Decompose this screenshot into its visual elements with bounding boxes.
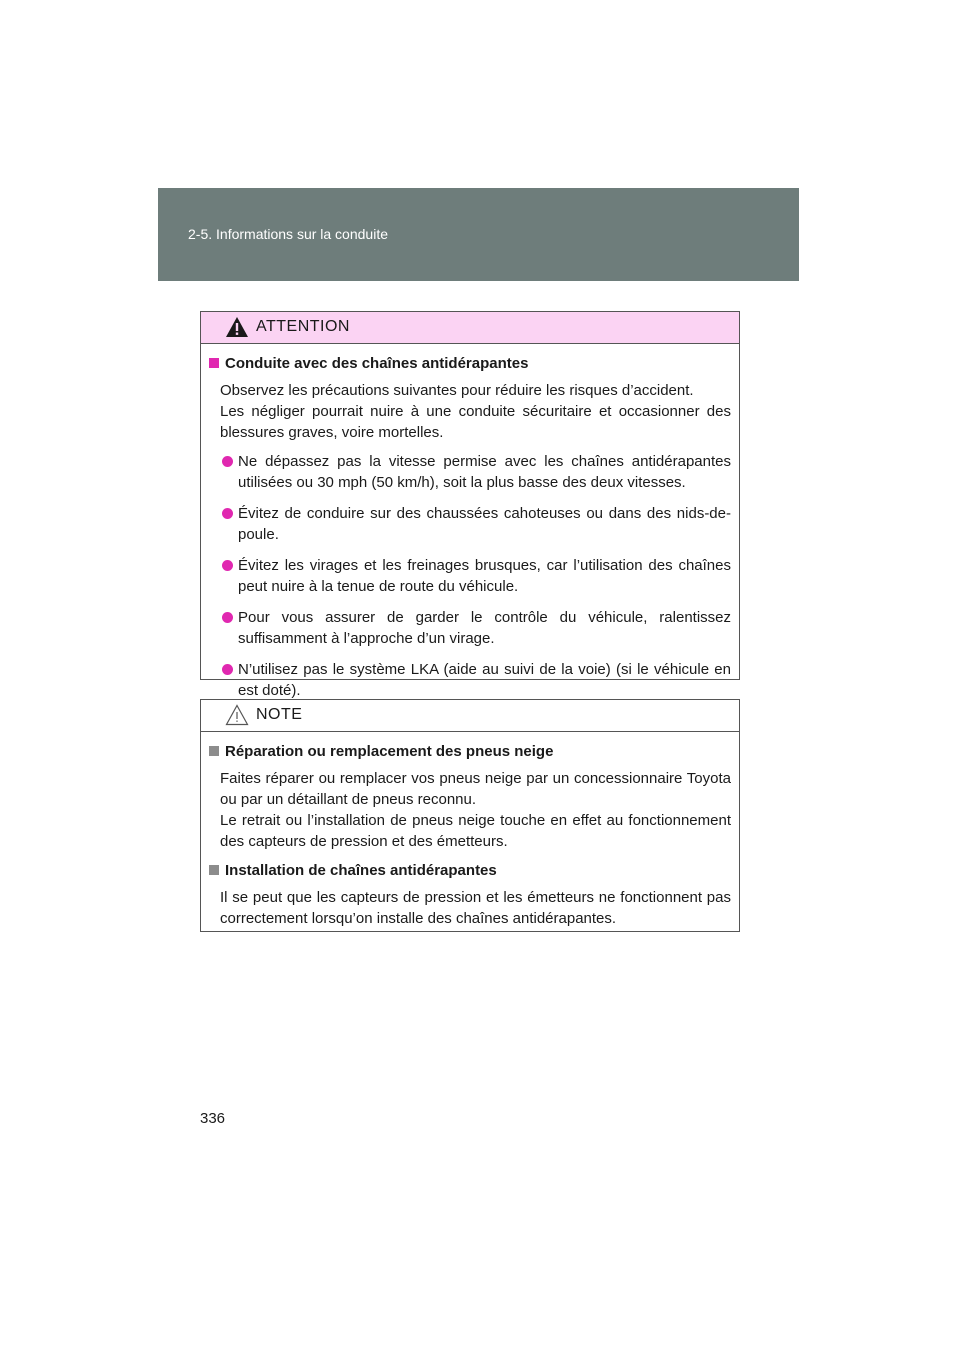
note-section-title: Installation de chaînes antidérapantes	[209, 860, 731, 881]
caution-outline-icon	[225, 704, 249, 726]
section-breadcrumb: 2-5. Informations sur la conduite	[188, 226, 388, 242]
bullet-dot-icon	[222, 664, 233, 675]
list-item: Évitez les virages et les freinages brusques, car l’utilisation des chaînes peut nuire à la tenue de route du véhicule.	[209, 555, 731, 597]
square-bullet-icon	[209, 358, 219, 368]
bullet-dot-icon	[222, 456, 233, 467]
note-body	[201, 732, 739, 951]
square-bullet-icon	[209, 865, 219, 875]
list-item: Évitez de conduire sur des chaussées cahoteuses ou dans des nids-de-poule.	[209, 503, 731, 545]
list-item: N’utilisez pas le système LKA (aide au suivi de la voie) (si le véhicule en est doté).	[209, 659, 731, 701]
attention-body	[201, 344, 739, 725]
bullet-dot-icon	[222, 560, 233, 571]
note-paragraph	[220, 768, 731, 852]
note-paragraph	[220, 887, 731, 929]
bullet-dot-icon	[222, 612, 233, 623]
attention-header	[201, 312, 739, 344]
note-line: Faites réparer ou remplacer vos pneus neige par un concessionnaire Toyota ou par un détaillant de pneus reconnu.	[220, 770, 731, 808]
header-band	[158, 188, 799, 281]
note-line: Le retrait ou l’installation de pneus neige touche en effet au fonctionnement des capteurs de pression et des émetteurs.	[220, 812, 731, 850]
bullet-dot-icon	[222, 508, 233, 519]
note-box	[200, 699, 740, 932]
attention-section-title: Conduite avec des chaînes antidérapantes	[209, 353, 731, 374]
note-line: Il se peut que les capteurs de pression et les émetteurs ne fonctionnent pas correctement lorsqu’on installe des chaînes antidérapantes.	[220, 889, 731, 927]
intro-line: Les négliger pourrait nuire à une conduite sécuritaire et occasionner des blessures graves, voire mortelles.	[220, 403, 731, 441]
intro-line: Observez les précautions suivantes pour réduire les risques d’accident.	[220, 382, 694, 399]
attention-label: ATTENTION	[256, 318, 350, 335]
list-item: Pour vous assurer de garder le contrôle du véhicule, ralentissez suffisamment à l’approche d’un virage.	[209, 607, 731, 649]
note-label: NOTE	[256, 706, 303, 723]
note-section-title: Réparation ou remplacement des pneus neige	[209, 741, 731, 762]
page-number: 336	[200, 1110, 226, 1127]
attention-bullet-list	[209, 451, 731, 701]
attention-intro	[220, 380, 731, 443]
attention-box	[200, 311, 740, 699]
note-header	[201, 700, 739, 732]
list-item: Ne dépassez pas la vitesse permise avec les chaînes antidérapantes utilisées ou 30 mph (50 km/h), soit la plus basse des deux vitesses.	[209, 451, 731, 493]
square-bullet-icon	[209, 746, 219, 756]
warning-icon	[225, 316, 249, 338]
